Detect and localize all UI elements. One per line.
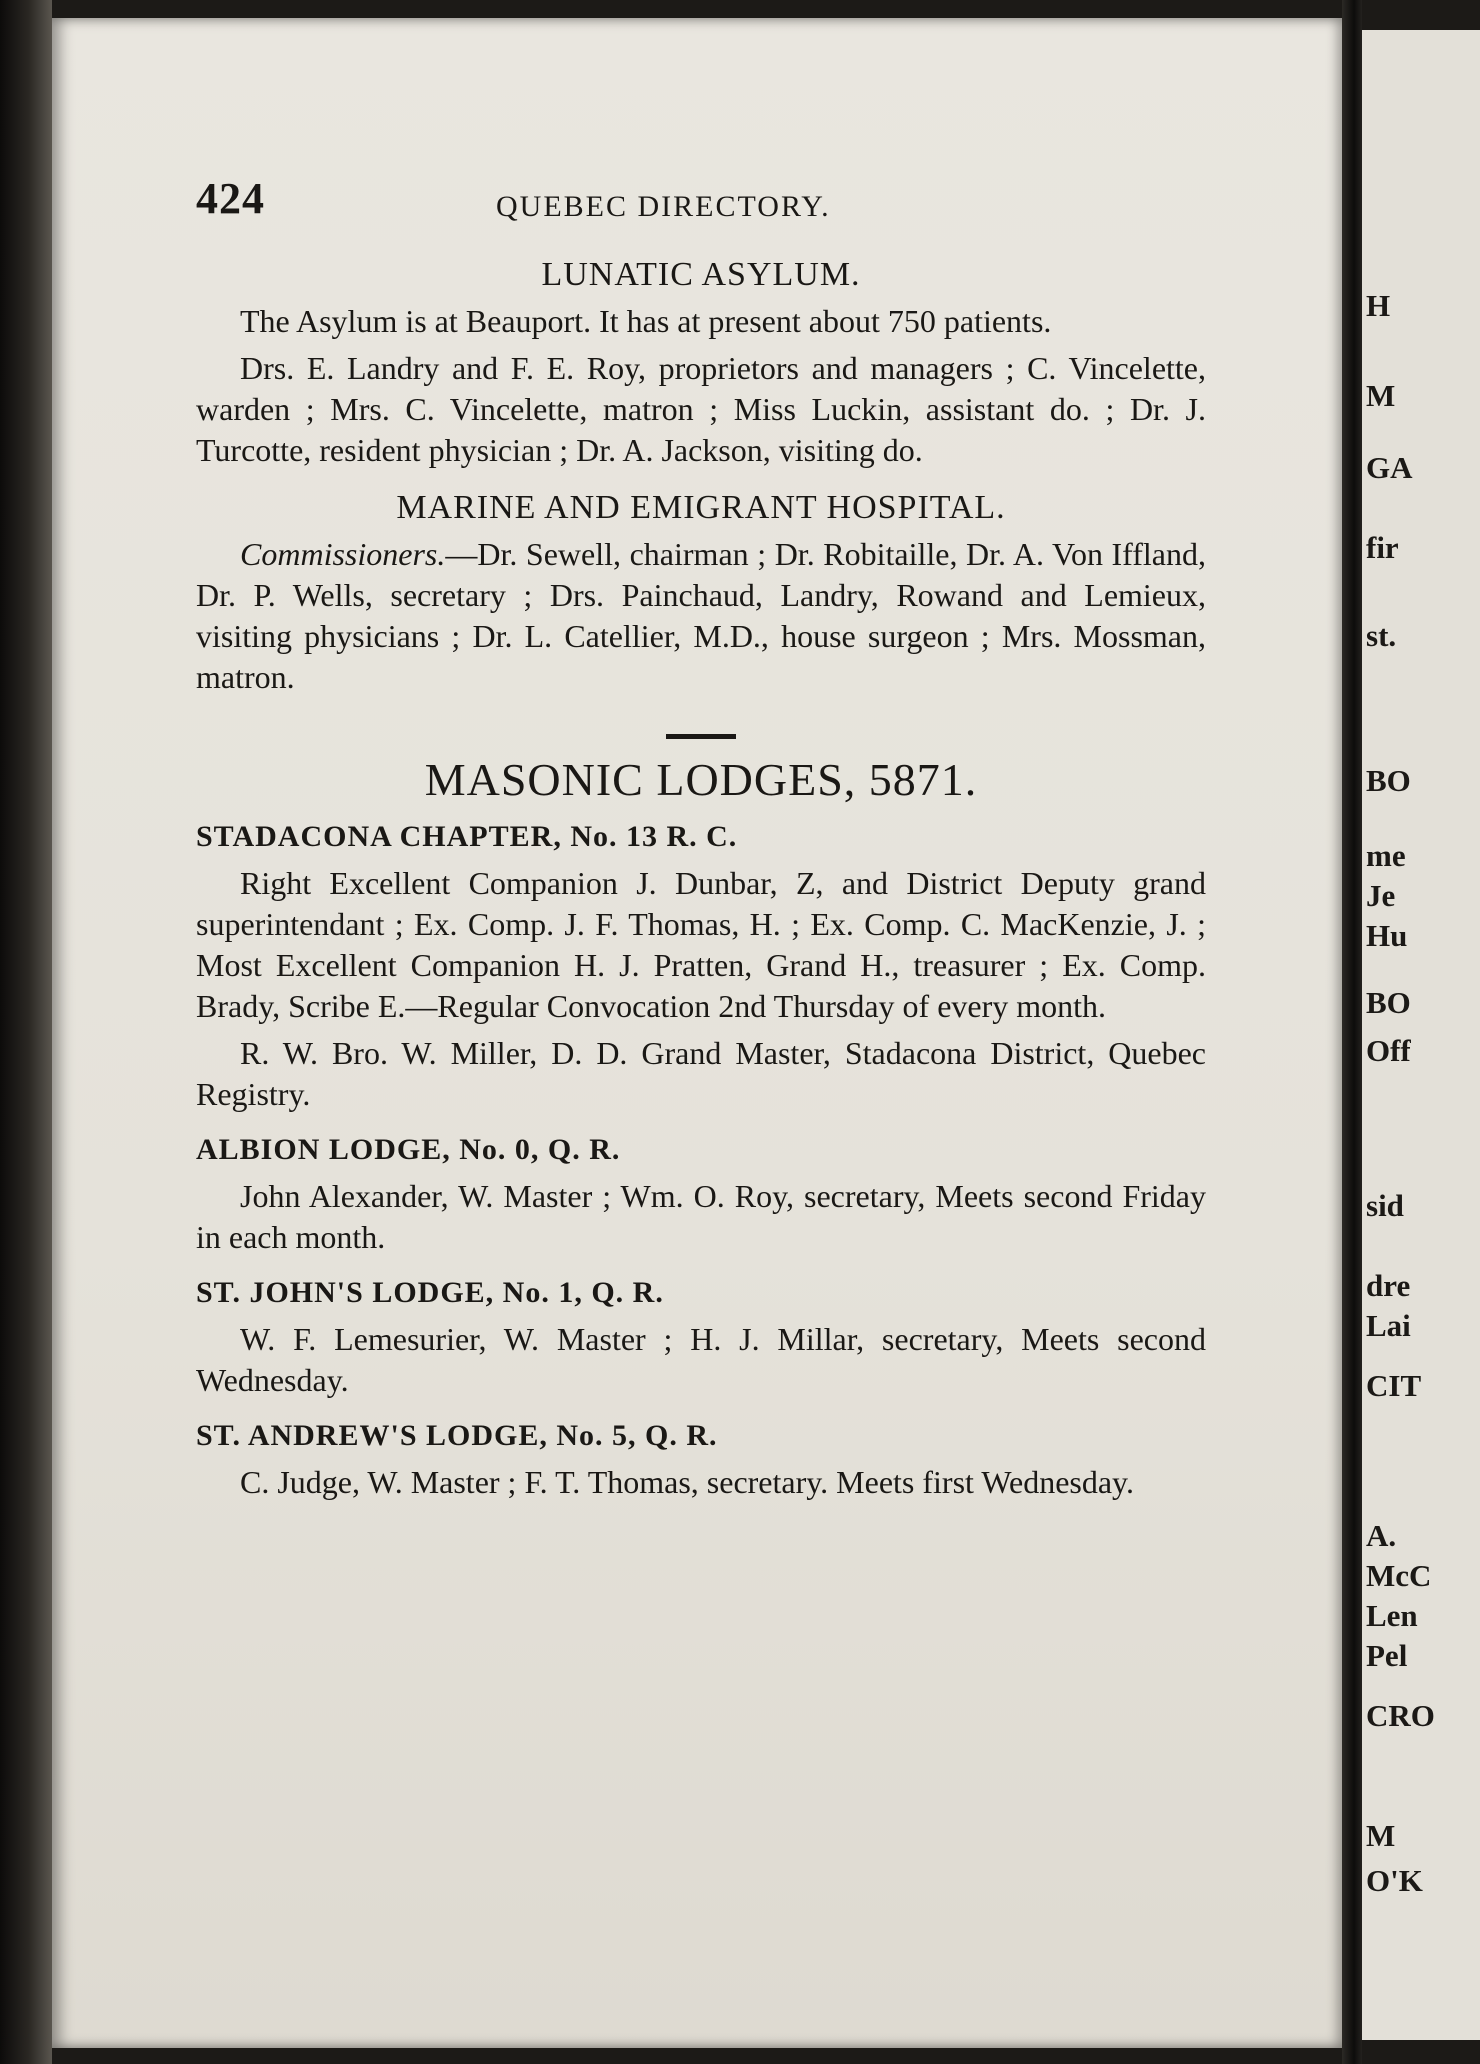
- facing-fragment: Hu: [1366, 918, 1408, 953]
- facing-fragment: H: [1366, 288, 1391, 323]
- masonic-lodges-heading: MASONIC LODGES, 5871.: [424, 754, 978, 805]
- facing-fragment: M: [1366, 378, 1396, 413]
- facing-fragment: A.: [1366, 1518, 1397, 1553]
- facing-fragment: CIT: [1366, 1368, 1422, 1403]
- lodge-paragraph: R. W. Bro. W. Miller, D. D. Grand Master, Stadacona District, Quebec Registry.: [196, 1035, 1206, 1112]
- book-binding: [0, 0, 52, 2064]
- lodge-paragraph: John Alexander, W. Master ; Wm. O. Roy, secretary, Meets second Friday in each month.: [196, 1178, 1206, 1255]
- facing-fragment: sid: [1366, 1188, 1404, 1223]
- facing-fragment: GA: [1366, 450, 1413, 485]
- facing-fragment: fir: [1366, 530, 1399, 565]
- facing-page: [1362, 30, 1480, 2040]
- commissioners-label: Commissioners.: [240, 536, 446, 572]
- facing-fragment: Len: [1366, 1598, 1418, 1633]
- facing-fragment: Je: [1366, 878, 1396, 913]
- lodge-name-albion: ALBION LODGE, No. 0, Q. R.: [196, 1133, 621, 1166]
- lunatic-asylum-paragraph-2: Drs. E. Landry and F. E. Roy, proprietors and managers ; C. Vincelette, warden ; Mrs. C. Vincelette, matron ; Miss Luckin, assistant do. ; Dr. J. Turcotte, resident physician ; Dr. A. Jackson, visiting do.: [196, 350, 1206, 468]
- page-number: 424: [196, 174, 265, 223]
- lodge-paragraph: Right Excellent Companion J. Dunbar, Z, and District Deputy grand superintendant ; Ex. Comp. J. F. Thomas, H. ; Ex. Comp. C. MacKenzie, J. ; Most Excellent Companion H. J. Pratten, Grand H., treasurer ; Ex. Comp. Brady, Scribe E.—Regular Convocation 2nd Thursday of every month.: [196, 865, 1206, 1024]
- marine-hospital-paragraph: [196, 534, 1206, 698]
- lodge-name-st-johns: ST. JOHN'S LODGE, No. 1, Q. R.: [196, 1276, 664, 1309]
- facing-fragment: st.: [1366, 618, 1397, 653]
- lodge-paragraph: W. F. Lemesurier, W. Master ; H. J. Millar, secretary, Meets second Wednesday.: [196, 1321, 1206, 1398]
- facing-fragment: Off: [1366, 1033, 1411, 1068]
- lunatic-asylum-paragraph-1: The Asylum is at Beauport. It has at present about 750 patients.: [240, 303, 1052, 339]
- facing-fragment: BO: [1366, 985, 1411, 1020]
- facing-fragment: me: [1366, 838, 1406, 873]
- facing-fragment: dre: [1366, 1268, 1411, 1303]
- page-gutter: [1342, 0, 1362, 2064]
- facing-fragment: McC: [1366, 1558, 1432, 1593]
- page-content: [196, 174, 1206, 1509]
- running-head: [196, 174, 1206, 238]
- lunatic-asylum-heading: LUNATIC ASYLUM.: [541, 256, 861, 293]
- lodge-name-st-andrews: ST. ANDREW'S LODGE, No. 5, Q. R.: [196, 1419, 718, 1452]
- running-title: QUEBEC DIRECTORY.: [496, 190, 831, 223]
- facing-fragment: BO: [1366, 763, 1411, 798]
- facing-fragment: Pel: [1366, 1638, 1408, 1673]
- commissioners-text: —Dr. Sewell, chairman ; Dr. Robitaille, Dr. A. Von Iffland, Dr. P. Wells, secretary ; Drs. Painchaud, Landry, Rowand and Lemieux, visiting physicians ; Dr. L. Catellier, M.D., house surgeon ; Mrs. Mossman, matron.: [196, 536, 1206, 695]
- facing-fragment: O'K: [1366, 1863, 1423, 1898]
- lodge-name-stadacona: STADACONA CHAPTER, No. 13 R. C.: [196, 820, 738, 853]
- section-divider: [666, 734, 736, 739]
- marine-hospital-heading: MARINE AND EMIGRANT HOSPITAL.: [396, 489, 1006, 526]
- facing-fragment: CRO: [1366, 1698, 1435, 1733]
- facing-fragment: M: [1366, 1818, 1396, 1853]
- facing-fragment: Lai: [1366, 1308, 1411, 1343]
- lodge-paragraph: C. Judge, W. Master ; F. T. Thomas, secretary. Meets first Wednesday.: [240, 1464, 1134, 1500]
